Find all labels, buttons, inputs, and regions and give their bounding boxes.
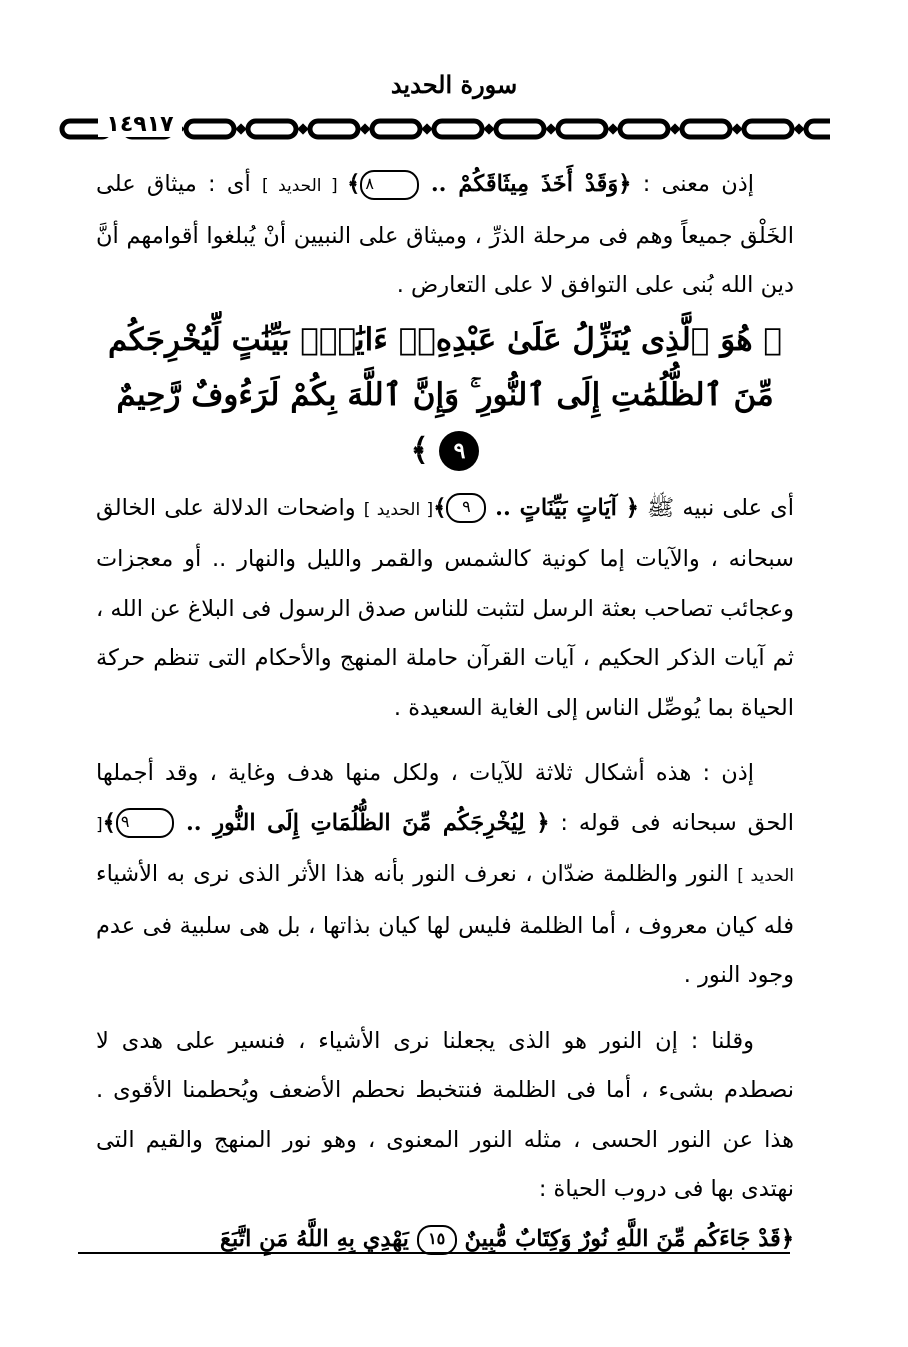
- last-verse-start: ﴿قَدْ جَاءَكُم مِّنَ اللَّهِ نُورٌ وَكِتَابٌ مُّبِينٌ: [456, 1225, 794, 1252]
- last-verse-end: يَهْدِي بِهِ اللَّهُ مَنِ اتَّبَعَ: [220, 1225, 417, 1252]
- verse-number-ornament: ٩: [446, 493, 486, 523]
- chain-link: [434, 121, 482, 137]
- chain-diamond: [235, 123, 246, 134]
- chain-diamond: [793, 123, 804, 134]
- chain-diamond: [297, 123, 308, 134]
- paragraph-1: [96, 160, 794, 311]
- chain-diamond: [731, 123, 742, 134]
- chain-diamond: [359, 123, 370, 134]
- verse-line-1: ﴿ هُوَ ٱلَّذِى يُنَزِّلُ عَلَىٰ عَبْدِهِۦٓ ءَايَٰتٍۭ بَيِّنَٰتٍ لِّيُخْرِجَكُم: [108, 321, 782, 358]
- chain-link: [186, 121, 234, 137]
- chain-link: [310, 121, 358, 137]
- p1-text: أى : ميثاق على الخَلْق جميعاً وهم فى مرحلة الذرِّ ، وميثاق على النبيين أنْ يُبلغوا أقوامهم أنَّ دين الله بُنى على التوافق لا على التعارض .: [96, 171, 794, 298]
- surah-reference: [ الحديد ]: [261, 176, 348, 196]
- surah-reference: [ الحديد ]: [363, 499, 434, 520]
- chain-diamond: [607, 123, 618, 134]
- verse-number-ornament: ١٥: [417, 1225, 457, 1255]
- quran-verse-block: [96, 313, 794, 478]
- verse-number-circle: ٩: [439, 431, 479, 471]
- p1-intro: إذن معنى :: [631, 171, 755, 197]
- paragraph-3: [96, 749, 794, 1001]
- chain-link: [558, 121, 606, 137]
- surah-title: سورة الحديد: [390, 70, 518, 99]
- chain-diamond: [421, 123, 432, 134]
- quote-close: ﴾: [102, 809, 116, 836]
- p2-text: واضحات الدلالة على الخالق سبحانه ، والآيات إما كونية كالشمس والقمر والليل والنهار .. أو معجزات وعجائب تصاحب بعثة الرسل لتثبت للناس صدق الرسول فى البلاغ عن الله ، ثم آيات الذكر الحكيم ، آيات القرآن حاملة المنهج والأحكام التى تنظم حركة الحياة بما يُوصِّل الناس إلى الغاية السعيدة .: [95, 494, 794, 721]
- chain-diamond: [545, 123, 556, 134]
- p2-intro: أى على نبيه ﷺ: [638, 494, 794, 521]
- chain-link: [682, 121, 730, 137]
- chain-diamond: [669, 123, 680, 134]
- verse-line-2-text: مِّنَ ٱلظُّلُمَٰتِ إِلَى ٱلنُّورِ ۚ وَإِنَّ ٱللَّهَ بِكُمْ لَرَءُوفٌ رَّحِيمٌ: [116, 376, 774, 413]
- chain-link: [372, 121, 420, 137]
- chain-link: [806, 121, 830, 137]
- verse-end-mark: ﴾: [410, 431, 429, 468]
- chain-link: [620, 121, 668, 137]
- surah-reference: [ الحديد ]: [96, 814, 794, 886]
- p3-text: النور والظلمة ضدّان ، نعرف النور بأنه هذا الأثر الذى نرى به الأشياء فله كيان معروف ، أما الظلمة فليس لها كيان بذاتها ، بل هى سلبية فى عدم وجود النور .: [96, 861, 794, 988]
- verse-number-ornament: ٩: [116, 808, 175, 838]
- chain-diamond: [483, 123, 494, 134]
- main-text: [96, 160, 794, 1264]
- chain-link: [496, 121, 544, 137]
- quote-close: ﴾: [347, 171, 361, 197]
- verse-line-2: [96, 368, 794, 478]
- quote-close: ﴾: [433, 494, 447, 521]
- page-number: ١٤٩١٧: [98, 112, 182, 137]
- p3-intro: إذن : هذه أشكال ثلاثة للآيات ، ولكل منها هدف وغاية ، وقد أجملها الحق سبحانه فى قوله :: [96, 760, 794, 836]
- chain-link: [744, 121, 792, 137]
- paragraph-2: [96, 484, 794, 734]
- verse-number-ornament: ٨: [360, 170, 419, 200]
- quran-quote: ﴿ آيَاتٍ بَيِّنَاتٍ ..: [486, 494, 639, 521]
- last-verse: [96, 1215, 794, 1265]
- chain-link: [248, 121, 296, 137]
- paragraph-4: وقلنا : إن النور هو الذى يجعلنا نرى الأشياء ، فنسير على هدى لا نصطدم بشىء ، أما فى الظلمة فنتخبط نحطم الأضعف ويُحطمنا الأقوى . هذا عن النور الحسى ، مثله النور المعنوى ، وهو نور المنهج والقيم التى نهتدى بها فى دروب الحياة :: [96, 1027, 794, 1202]
- quran-quote: ﴿ لِيُخْرِجَكُم مِّنَ الظُّلُمَاتِ إِلَى النُّورِ ..: [174, 809, 550, 836]
- quran-quote: ﴿وَقَدْ أَخَذَ مِيثَاقَكُمْ ..: [418, 171, 632, 197]
- footer-rule: [78, 1252, 790, 1254]
